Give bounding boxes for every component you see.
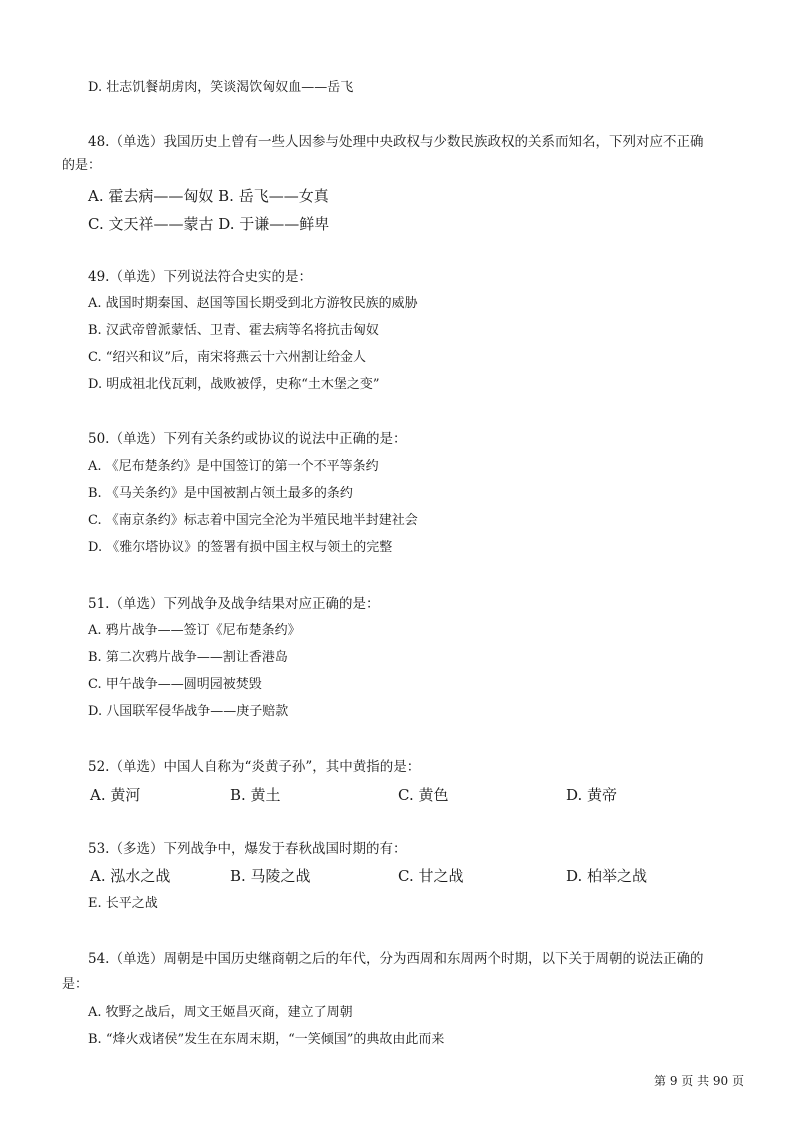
q47-option-d: D. 壮志饥餐胡虏肉，笑谈渴饮匈奴血——岳飞: [88, 80, 354, 95]
page-number: 第 9 页 共 90 页: [654, 1074, 744, 1088]
q50-option-c: C. 《南京条约》标志着中国完全沦为半殖民地半封建社会: [88, 513, 418, 528]
q53-option-e: E. 长平之战: [88, 896, 158, 911]
q51-option-d: D. 八国联军侵华战争——庚子赔款: [88, 704, 289, 719]
q48-options-cd: C. 文天祥——蒙古 D. 于谦——鲜卑: [88, 215, 330, 233]
q54-option-b: B. “烽火戏诸侯”发生在东周末期，“一笑倾国”的典故由此而来: [88, 1032, 445, 1047]
q51-option-b: B. 第二次鸦片战争——割让香港岛: [88, 650, 288, 665]
q54-title-cont: 是：: [62, 977, 89, 992]
q48-options-ab: A. 霍去病——匈奴 B. 岳飞——女真: [88, 187, 329, 205]
q53-option-b: B. 马陵之战: [230, 867, 311, 885]
q49-option-c: C. “绍兴和议”后，南宋将燕云十六州割让给金人: [88, 350, 367, 365]
q50-option-d: D. 《雅尔塔协议》的签署有损中国主权与领土的完整: [88, 540, 393, 555]
q53-title: 53.（多选）下列战争中，爆发于春秋战国时期的有：: [88, 841, 407, 857]
q53-option-a: A. 泓水之战: [90, 867, 171, 885]
q49-option-d: D. 明成祖北伐瓦剌，战败被俘，史称“土木堡之变”: [88, 377, 380, 392]
q54-title: 54.（单选）周朝是中国历史继商朝之后的年代，分为西周和东周两个时期，以下关于周朝的说法正确的: [88, 951, 704, 967]
q53-option-c: C. 甘之战: [398, 867, 464, 885]
q51-option-a: A. 鸦片战争——签订《尼布楚条约》: [88, 623, 301, 638]
q50-title: 50.（单选）下列有关条约或协议的说法中正确的是：: [88, 431, 407, 447]
q54-option-a: A. 牧野之战后，周文王姬昌灭商，建立了周朝: [88, 1005, 353, 1020]
q49-title: 49.（单选）下列说法符合史实的是：: [88, 269, 312, 285]
q52-option-d: D. 黄帝: [566, 786, 618, 804]
q51-title: 51.（单选）下列战争及战争结果对应正确的是：: [88, 596, 380, 612]
q50-option-a: A. 《尼布楚条约》是中国签订的第一个不平等条约: [88, 459, 379, 474]
q52-option-c: C. 黄色: [398, 786, 449, 804]
q52-option-b: B. 黄土: [230, 786, 281, 804]
q50-option-b: B. 《马关条约》是中国被割占领土最多的条约: [88, 486, 353, 501]
q49-option-a: A. 战国时期秦国、赵国等国长期受到北方游牧民族的威胁: [88, 296, 418, 311]
q52-option-a: A. 黄河: [90, 786, 141, 804]
q52-title: 52.（单选）中国人自称为“炎黄子孙”，其中黄指的是：: [88, 759, 421, 775]
q49-option-b: B. 汉武帝曾派蒙恬、卫青、霍去病等名将抗击匈奴: [88, 323, 379, 338]
q51-option-c: C. 甲午战争——圆明园被焚毁: [88, 677, 262, 692]
q53-option-d: D. 柏举之战: [566, 867, 648, 885]
q48-title-cont: 的是：: [62, 158, 102, 173]
q48-title: 48.（单选）我国历史上曾有一些人因参与处理中央政权与少数民族政权的关系而知名，下列对应不正确: [88, 134, 704, 150]
